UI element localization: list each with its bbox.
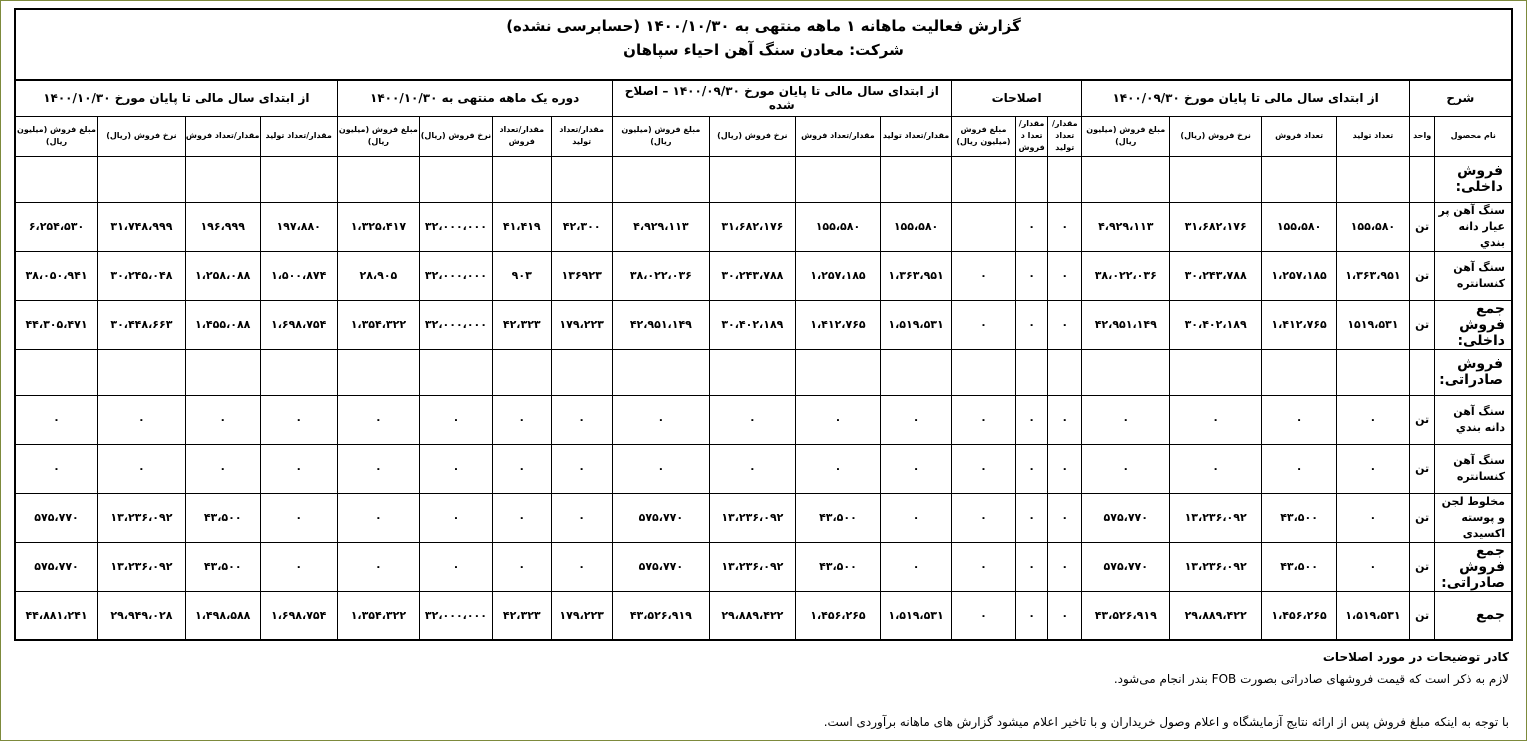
value-cell: ۰ xyxy=(1170,444,1262,493)
empty-cell xyxy=(1337,156,1410,202)
value-cell: ۳۰،۴۴۸،۶۶۳ xyxy=(98,300,186,349)
value-cell: ۴۳،۵۰۰ xyxy=(795,493,881,542)
value-cell: ۰ xyxy=(185,395,260,444)
value-cell: ۱۳،۲۳۶،۰۹۲ xyxy=(1170,493,1262,542)
product-name: سنگ آهن پر عیار دانه بندي xyxy=(1435,202,1512,251)
value-cell: ۰ xyxy=(337,493,419,542)
value-cell: ۳۰،۴۰۲،۱۸۹ xyxy=(1170,300,1262,349)
value-cell: ۱،۵۱۹،۵۳۱ xyxy=(881,591,952,640)
value-cell: ۵۷۵،۷۷۰ xyxy=(612,542,709,591)
empty-cell xyxy=(260,349,337,395)
empty-cell xyxy=(710,156,796,202)
value-cell: ۱،۳۶۳،۹۵۱ xyxy=(881,251,952,300)
value-cell: ۰ xyxy=(881,542,952,591)
unit-cell: تن xyxy=(1409,444,1435,493)
table-row xyxy=(15,542,1512,591)
product-name: جمع فروش داخلی: xyxy=(1435,300,1512,349)
value-cell: ۳۰،۴۰۲،۱۸۹ xyxy=(710,300,796,349)
product-name: جمع فروش صادراتی: xyxy=(1435,542,1512,591)
col-g5-2: نرخ فروش (ریال) xyxy=(98,116,186,156)
value-cell: ۱،۳۶۳،۹۵۱ xyxy=(1337,251,1410,300)
value-cell: ۰ xyxy=(710,395,796,444)
empty-cell xyxy=(1048,156,1082,202)
report-header xyxy=(14,8,1513,79)
value-cell: ۴۴،۸۸۱،۲۴۱ xyxy=(15,591,98,640)
empty-cell xyxy=(1337,349,1410,395)
value-cell: ۰ xyxy=(420,395,493,444)
product-name: مخلوط لجن و پوسته اکسیدی xyxy=(1435,493,1512,542)
value-cell: ۳۸،۰۲۲،۰۳۶ xyxy=(1082,251,1170,300)
product-name: سنگ آهن دانه بندي xyxy=(1435,395,1512,444)
value-cell: ۴۲،۳۲۳ xyxy=(492,300,551,349)
value-cell: ۰ xyxy=(1170,395,1262,444)
value-cell: ۱۷۹،۲۲۳ xyxy=(551,300,612,349)
value-cell: ۱۵۵،۵۸۰ xyxy=(1262,202,1337,251)
value-cell: ۰ xyxy=(260,542,337,591)
value-cell: ۵۷۵،۷۷۰ xyxy=(612,493,709,542)
value-cell: ۵۷۵،۷۷۰ xyxy=(15,542,98,591)
value-cell: ۴،۹۲۹،۱۱۳ xyxy=(612,202,709,251)
empty-cell xyxy=(98,156,186,202)
value-cell: ۳۲،۰۰۰،۰۰۰ xyxy=(420,251,493,300)
empty-cell xyxy=(551,156,612,202)
empty-cell xyxy=(1048,349,1082,395)
col-g5-1: مقدار/تعداد فروش xyxy=(185,116,260,156)
value-cell: ۰ xyxy=(15,444,98,493)
value-cell: ۱،۵۰۰،۸۷۴ xyxy=(260,251,337,300)
value-cell: ۰ xyxy=(1048,493,1082,542)
value-cell: ۰ xyxy=(1016,395,1048,444)
value-cell: ۰ xyxy=(1016,542,1048,591)
value-cell: ۴۳،۵۰۰ xyxy=(1262,542,1337,591)
value-cell: ۰ xyxy=(1048,444,1082,493)
value-cell: ۱۵۵،۵۸۰ xyxy=(881,202,952,251)
value-cell: ۴۳،۵۲۶،۹۱۹ xyxy=(612,591,709,640)
col-g1-3: مبلغ فروش (میلیون ریال) xyxy=(1082,116,1170,156)
col-g2-0: مقدار/تعداد تولید xyxy=(1048,116,1082,156)
empty-cell xyxy=(1082,349,1170,395)
value-cell: ۰ xyxy=(795,444,881,493)
empty-cell xyxy=(1082,156,1170,202)
empty-cell xyxy=(795,349,881,395)
empty-cell xyxy=(185,156,260,202)
value-cell: ۰ xyxy=(260,493,337,542)
empty-cell xyxy=(185,349,260,395)
value-cell: ۱،۶۹۸،۷۵۴ xyxy=(260,300,337,349)
value-cell: ۱،۴۱۲،۷۶۵ xyxy=(1262,300,1337,349)
value-cell: ۲۹،۸۸۹،۴۲۲ xyxy=(1170,591,1262,640)
value-cell: ۱۹۷،۸۸۰ xyxy=(260,202,337,251)
value-cell: ۰ xyxy=(551,493,612,542)
empty-cell xyxy=(710,349,796,395)
company-name: شرکت: معادن سنگ آهن احیاء سپاهان xyxy=(623,41,904,59)
value-cell: ۳۸،۰۲۲،۰۳۶ xyxy=(612,251,709,300)
value-cell: ۵۷۵،۷۷۰ xyxy=(15,493,98,542)
value-cell: ۰ xyxy=(1262,444,1337,493)
value-cell: ۱،۲۵۷،۱۸۵ xyxy=(795,251,881,300)
value-cell: ۰ xyxy=(260,395,337,444)
value-cell: ۰ xyxy=(492,542,551,591)
product-name: سنگ آهن کنسانتره xyxy=(1435,444,1512,493)
value-cell: ۱۳۶۹۲۳ xyxy=(551,251,612,300)
value-cell: ۴۳،۵۲۶،۹۱۹ xyxy=(1082,591,1170,640)
col-g3-2: نرخ فروش (ریال) xyxy=(710,116,796,156)
empty-cell xyxy=(492,156,551,202)
value-cell: ۱،۲۵۸،۰۸۸ xyxy=(185,251,260,300)
section-title: فروش صادراتی: xyxy=(1435,349,1512,395)
empty-cell xyxy=(260,156,337,202)
value-cell: ۱،۴۵۵،۰۸۸ xyxy=(185,300,260,349)
value-cell: ۳۰،۲۴۳،۷۸۸ xyxy=(1170,251,1262,300)
notes-line-2: با توجه به اینکه مبلغ فروش پس از ارائه نتایج آزمایشگاه و اعلام وصول خریداران و با تاخیر اعلام میشود گزارش های ماهانه برآوردی است. xyxy=(823,715,1509,729)
notes-box xyxy=(14,646,1513,732)
unit-cell: تن xyxy=(1409,542,1435,591)
value-cell: ۴۳،۵۰۰ xyxy=(185,542,260,591)
group-ytd-0930-adjusted: از ابتدای سال مالی تا پایان مورخ ۱۴۰۰/۰۹/۳۰ – اصلاح شده xyxy=(612,80,951,116)
value-cell: ۱۵۵،۵۸۰ xyxy=(1337,202,1410,251)
value-cell: ۴۱،۴۱۹ xyxy=(492,202,551,251)
unit-cell: تن xyxy=(1409,251,1435,300)
value-cell: ۰ xyxy=(795,395,881,444)
value-cell: ۱،۴۹۸،۵۸۸ xyxy=(185,591,260,640)
value-cell: ۰ xyxy=(551,542,612,591)
table-row xyxy=(15,202,1512,251)
value-cell: ۰ xyxy=(337,444,419,493)
value-cell: ۰ xyxy=(1048,202,1082,251)
column-header-row xyxy=(15,116,1512,156)
empty-cell xyxy=(15,156,98,202)
empty-cell xyxy=(420,349,493,395)
empty-cell xyxy=(98,349,186,395)
group-adjustments: اصلاحات xyxy=(951,80,1082,116)
value-cell: ۴۲،۳۰۰ xyxy=(551,202,612,251)
col-g2-2: مبلغ فروش (میلیون ریال) xyxy=(951,116,1015,156)
value-cell: ۱۳،۲۳۶،۰۹۲ xyxy=(710,493,796,542)
col-g1-0: تعداد تولید xyxy=(1337,116,1410,156)
value-cell: ۰ xyxy=(1048,591,1082,640)
col-g1-2: نرخ فروش (ریال) xyxy=(1170,116,1262,156)
notes-line-1: لازم به ذکر است که قیمت فروشهای صادراتی بصورت FOB بندر انجام می‌شود. xyxy=(1113,672,1509,686)
value-cell: ۰ xyxy=(1048,395,1082,444)
section-title: فروش داخلی: xyxy=(1435,156,1512,202)
group-month-1030: دوره یک ماهه منتهی به ۱۴۰۰/۱۰/۳۰ xyxy=(337,80,612,116)
empty-cell xyxy=(951,349,1015,395)
value-cell: ۱،۳۵۴،۳۲۲ xyxy=(337,300,419,349)
value-cell: ۰ xyxy=(951,251,1015,300)
group-header-row xyxy=(15,80,1512,116)
empty-cell xyxy=(492,349,551,395)
value-cell: ۰ xyxy=(15,395,98,444)
empty-cell xyxy=(881,349,952,395)
value-cell: ۰ xyxy=(951,493,1015,542)
value-cell: ۰ xyxy=(1016,493,1048,542)
value-cell: ۳۱،۶۸۲،۱۷۶ xyxy=(1170,202,1262,251)
col-g4-2: نرخ فروش (ریال) xyxy=(420,116,493,156)
value-cell: ۳۱،۷۴۸،۹۹۹ xyxy=(98,202,186,251)
col-g4-3: مبلغ فروش (میلیون ریال) xyxy=(337,116,419,156)
value-cell: ۰ xyxy=(420,444,493,493)
value-cell: ۰ xyxy=(1016,300,1048,349)
value-cell: ۴۳،۵۰۰ xyxy=(185,493,260,542)
table-row xyxy=(15,591,1512,640)
value-cell: ۳۰،۲۴۵،۰۴۸ xyxy=(98,251,186,300)
value-cell: ۱۵۱۹،۵۳۱ xyxy=(1337,300,1410,349)
value-cell: ۰ xyxy=(260,444,337,493)
value-cell: ۰ xyxy=(612,444,709,493)
value-cell: ۰ xyxy=(185,444,260,493)
col-g3-0: مقدار/تعداد تولید xyxy=(881,116,952,156)
unit-cell: تن xyxy=(1409,395,1435,444)
value-cell: ۱،۴۵۶،۲۶۵ xyxy=(795,591,881,640)
table-row xyxy=(15,444,1512,493)
report-document xyxy=(14,8,1513,732)
value-cell: ۱۳،۲۳۶،۰۹۲ xyxy=(98,493,186,542)
activity-table xyxy=(14,79,1513,641)
value-cell: ۰ xyxy=(1048,251,1082,300)
value-cell xyxy=(951,202,1015,251)
value-cell: ۰ xyxy=(1337,493,1410,542)
report-title: گزارش فعالیت ماهانه ۱ ماهه منتهی به ۱۴۰۰/۱۰/۳۰ (حسابرسی نشده) xyxy=(506,17,1021,35)
value-cell: ۱،۲۵۷،۱۸۵ xyxy=(1262,251,1337,300)
col-product: نام محصول xyxy=(1435,116,1512,156)
product-name: سنگ آهن کنسانتره xyxy=(1435,251,1512,300)
value-cell: ۲۹،۸۸۹،۴۲۲ xyxy=(710,591,796,640)
value-cell: ۰ xyxy=(1337,444,1410,493)
value-cell: ۰ xyxy=(1337,542,1410,591)
value-cell: ۳۰،۲۴۳،۷۸۸ xyxy=(710,251,796,300)
value-cell: ۱۹۶،۹۹۹ xyxy=(185,202,260,251)
table-row xyxy=(15,395,1512,444)
value-cell: ۴۲،۹۵۱،۱۴۹ xyxy=(612,300,709,349)
notes-heading: کادر توضیحات در مورد اصلاحات xyxy=(1322,650,1509,664)
value-cell: ۴،۹۲۹،۱۱۳ xyxy=(1082,202,1170,251)
col-g1-1: تعداد فروش xyxy=(1262,116,1337,156)
table-row xyxy=(15,493,1512,542)
value-cell: ۰ xyxy=(337,395,419,444)
empty-cell xyxy=(337,349,419,395)
empty-cell xyxy=(15,349,98,395)
empty-cell xyxy=(1016,156,1048,202)
value-cell: ۲۸،۹۰۵ xyxy=(337,251,419,300)
value-cell: ۰ xyxy=(1016,444,1048,493)
value-cell: ۰ xyxy=(1016,251,1048,300)
value-cell: ۰ xyxy=(1262,395,1337,444)
value-cell: ۰ xyxy=(1048,542,1082,591)
value-cell: ۱،۵۱۹،۵۳۱ xyxy=(1337,591,1410,640)
value-cell: ۰ xyxy=(951,444,1015,493)
value-cell: ۵۷۵،۷۷۰ xyxy=(1082,542,1170,591)
value-cell: ۰ xyxy=(881,493,952,542)
empty-cell xyxy=(1170,156,1262,202)
value-cell: ۰ xyxy=(612,395,709,444)
value-cell: ۳۲،۰۰۰،۰۰۰ xyxy=(420,202,493,251)
col-g3-1: مقدار/تعداد فروش xyxy=(795,116,881,156)
value-cell: ۱۳،۲۳۶،۰۹۲ xyxy=(1170,542,1262,591)
group-ytd-1030: از ابتدای سال مالی تا پایان مورخ ۱۴۰۰/۱۰/۳۰ xyxy=(15,80,337,116)
empty-cell xyxy=(1409,349,1435,395)
value-cell: ۰ xyxy=(551,395,612,444)
value-cell: ۰ xyxy=(1048,300,1082,349)
product-name: جمع xyxy=(1435,591,1512,640)
empty-cell xyxy=(1262,349,1337,395)
value-cell: ۴۲،۳۲۳ xyxy=(492,591,551,640)
value-cell: ۰ xyxy=(492,395,551,444)
col-g3-3: مبلغ فروش (میلیون ریال) xyxy=(612,116,709,156)
value-cell: ۰ xyxy=(881,395,952,444)
empty-cell xyxy=(612,349,709,395)
value-cell: ۵۷۵،۷۷۰ xyxy=(1082,493,1170,542)
value-cell: ۱۳،۲۳۶،۰۹۲ xyxy=(98,542,186,591)
value-cell: ۰ xyxy=(1082,444,1170,493)
section-row-export xyxy=(15,349,1512,395)
value-cell: ۱۷۹،۲۲۳ xyxy=(551,591,612,640)
value-cell: ۰ xyxy=(337,542,419,591)
value-cell: ۴۳،۵۰۰ xyxy=(795,542,881,591)
empty-cell xyxy=(420,156,493,202)
section-row-domestic xyxy=(15,156,1512,202)
value-cell: ۰ xyxy=(1016,202,1048,251)
table-row xyxy=(15,251,1512,300)
value-cell: ۰ xyxy=(1337,395,1410,444)
col-g4-1: مقدار/تعداد فروش xyxy=(492,116,551,156)
value-cell: ۰ xyxy=(98,444,186,493)
value-cell: ۶،۲۵۴،۵۳۰ xyxy=(15,202,98,251)
value-cell: ۰ xyxy=(420,542,493,591)
group-ytd-0930: از ابتدای سال مالی تا پایان مورخ ۱۴۰۰/۰۹/۳۰ xyxy=(1082,80,1409,116)
value-cell: ۱۳،۲۳۶،۰۹۲ xyxy=(710,542,796,591)
value-cell: ۴۳،۵۰۰ xyxy=(1262,493,1337,542)
value-cell: ۱،۳۵۴،۳۲۲ xyxy=(337,591,419,640)
value-cell: ۰ xyxy=(710,444,796,493)
empty-cell xyxy=(1262,156,1337,202)
unit-cell: تن xyxy=(1409,300,1435,349)
value-cell: ۰ xyxy=(951,300,1015,349)
value-cell: ۰ xyxy=(951,542,1015,591)
value-cell: ۰ xyxy=(951,395,1015,444)
value-cell: ۰ xyxy=(492,493,551,542)
value-cell: ۳۲،۰۰۰،۰۰۰ xyxy=(420,300,493,349)
value-cell: ۰ xyxy=(1082,395,1170,444)
value-cell: ۳۱،۶۸۲،۱۷۶ xyxy=(710,202,796,251)
empty-cell xyxy=(551,349,612,395)
empty-cell xyxy=(1409,156,1435,202)
value-cell: ۰ xyxy=(1016,591,1048,640)
value-cell: ۱۵۵،۵۸۰ xyxy=(795,202,881,251)
value-cell: ۳۸،۰۵۰،۹۴۱ xyxy=(15,251,98,300)
value-cell: ۲۹،۹۴۹،۰۲۸ xyxy=(98,591,186,640)
unit-cell: تن xyxy=(1409,202,1435,251)
value-cell: ۱،۵۱۹،۵۳۱ xyxy=(881,300,952,349)
value-cell: ۳۲،۰۰۰،۰۰۰ xyxy=(420,591,493,640)
empty-cell xyxy=(1016,349,1048,395)
value-cell: ۰ xyxy=(951,591,1015,640)
value-cell: ۰ xyxy=(492,444,551,493)
col-g5-0: مقدار/تعداد تولید xyxy=(260,116,337,156)
value-cell: ۴۴،۳۰۵،۴۷۱ xyxy=(15,300,98,349)
empty-cell xyxy=(881,156,952,202)
value-cell: ۱،۴۱۲،۷۶۵ xyxy=(795,300,881,349)
value-cell: ۱،۳۲۵،۴۱۷ xyxy=(337,202,419,251)
empty-cell xyxy=(337,156,419,202)
value-cell: ۰ xyxy=(881,444,952,493)
value-cell: ۴۲،۹۵۱،۱۴۹ xyxy=(1082,300,1170,349)
empty-cell xyxy=(795,156,881,202)
empty-cell xyxy=(612,156,709,202)
table-row xyxy=(15,300,1512,349)
group-desc: شرح xyxy=(1409,80,1512,116)
value-cell: ۱،۴۵۶،۲۶۵ xyxy=(1262,591,1337,640)
empty-cell xyxy=(1170,349,1262,395)
value-cell: ۰ xyxy=(420,493,493,542)
col-g5-3: مبلغ فروش (میلیون ریال) xyxy=(15,116,98,156)
unit-cell: تن xyxy=(1409,591,1435,640)
empty-cell xyxy=(951,156,1015,202)
col-unit: واحد xyxy=(1409,116,1435,156)
value-cell: ۰ xyxy=(98,395,186,444)
value-cell: ۹۰۳ xyxy=(492,251,551,300)
value-cell: ۱،۶۹۸،۷۵۴ xyxy=(260,591,337,640)
unit-cell: تن xyxy=(1409,493,1435,542)
col-g2-1: مقدار/تعدا د فروش xyxy=(1016,116,1048,156)
value-cell: ۰ xyxy=(551,444,612,493)
col-g4-0: مقدار/تعداد تولید xyxy=(551,116,612,156)
